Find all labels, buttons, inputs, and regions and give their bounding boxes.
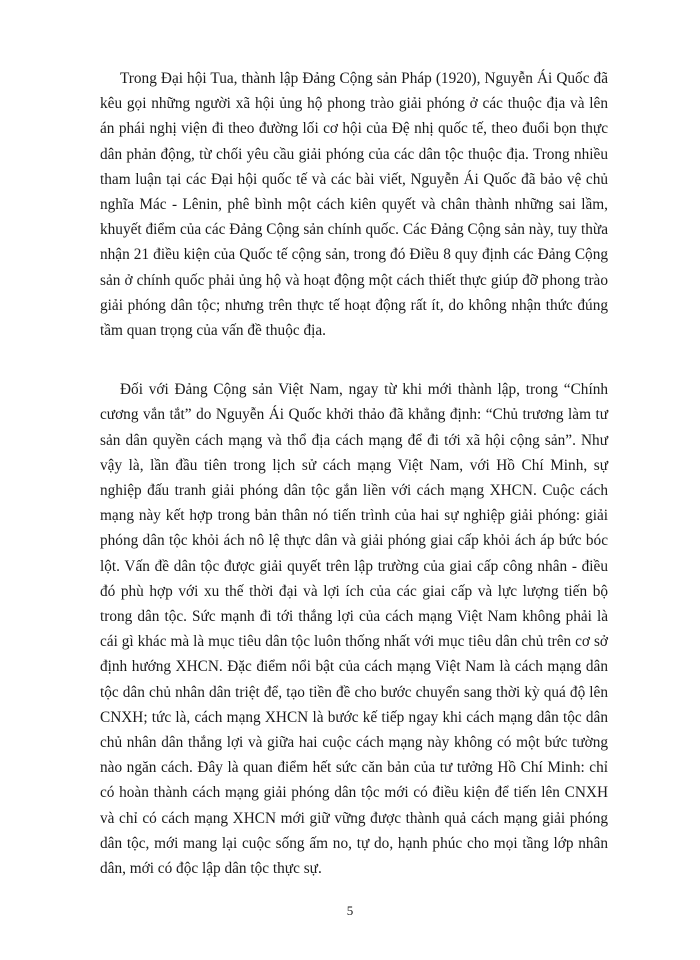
page-number: 5 — [346, 903, 354, 918]
document-body — [100, 66, 608, 881]
paragraph-tours-congress: Trong Đại hội Tua, thành lập Đảng Cộng sản Pháp (1920), Nguyễn Ái Quốc đã kêu gọi những người xã hội ủng hộ phong trào giải phóng ở các thuộc địa và lên án phái nghị viện đi theo đường lối cơ hội của Đệ nhị quốc tế, theo đuổi bọn thực dân phản động, từ chối yêu cầu giải phóng của các dân tộc thuộc địa. Trong nhiều tham luận tại các Đại hội quốc tế và các bài viết, Nguyễn Ái Quốc đã bảo vệ chủ nghĩa Mác - Lênin, phê bình một cách kiên quyết và chân thành những sai lầm, khuyết điểm của các Đảng Cộng sản chính quốc. Các Đảng Cộng sản này, tuy thừa nhận 21 điều kiện của Quốc tế cộng sản, trong đó Điều 8 quy định các Đảng Cộng sản ở chính quốc phải ủng hộ và hoạt động một cách thiết thực giúp đỡ phong trào giải phóng dân tộc; nhưng trên thực tế hoạt động rất ít, do không nhận thức đúng tầm quan trọng của vấn đề thuộc địa. — [100, 70, 608, 340]
paragraph-vietnam-communist-party: Đối với Đảng Cộng sản Việt Nam, ngay từ khi mới thành lập, trong “Chính cương vắn tắt” do Nguyễn Ái Quốc khởi thảo đã khẳng định: “Chủ trương làm tư sản dân quyền cách mạng và thổ địa cách mạng để đi tới xã hội cộng sản”. Như vậy là, lần đầu tiên trong lịch sử cách mạng Việt Nam, với Hồ Chí Minh, sự nghiệp đấu tranh giải phóng dân tộc gắn liền với cách mạng XHCN. Cuộc cách mạng này kết hợp trong bản thân nó tiến trình của hai sự nghiệp giải phóng: giải phóng dân tộc khỏi ách nô lệ thực dân và giải phóng giai cấp khỏi ách áp bức bóc lột. Vấn đề dân tộc được giải quyết trên lập trường của giai cấp công nhân - điều đó phù hợp với xu thế thời đại và lợi ích của các giai cấp và lực lượng tiến bộ trong dân tộc. Sức mạnh đi tới thắng lợi của cách mạng Việt Nam không phải là cái gì khác mà là mục tiêu dân tộc luôn thống nhất với mục tiêu dân chủ trên cơ sở định hướng XHCN. Đặc điểm nổi bật của cách mạng Việt Nam là cách mạng dân tộc dân chủ nhân dân triệt để, tạo tiền đề cho bước chuyển sang thời kỳ quá độ lên CNXH; tức là, cách mạng XHCN là bước kế tiếp ngay khi cách mạng dân tộc dân chủ nhân dân thắng lợi và giữa hai cuộc cách mạng này không có một bức tường nào ngăn cách. Đây là quan điểm hết sức căn bản của tư tưởng Hồ Chí Minh: chỉ có hoàn thành cách mạng giải phóng dân tộc mới có điều kiện để tiến lên CNXH và chỉ có cách mạng XHCN mới giữ vững được thành quả cách mạng giải phóng dân tộc, mới mang lại cuộc sống ấm no, tự do, hạnh phúc cho mọi tầng lớp nhân dân, mới có độc lập dân tộc thực sự. — [100, 381, 608, 878]
